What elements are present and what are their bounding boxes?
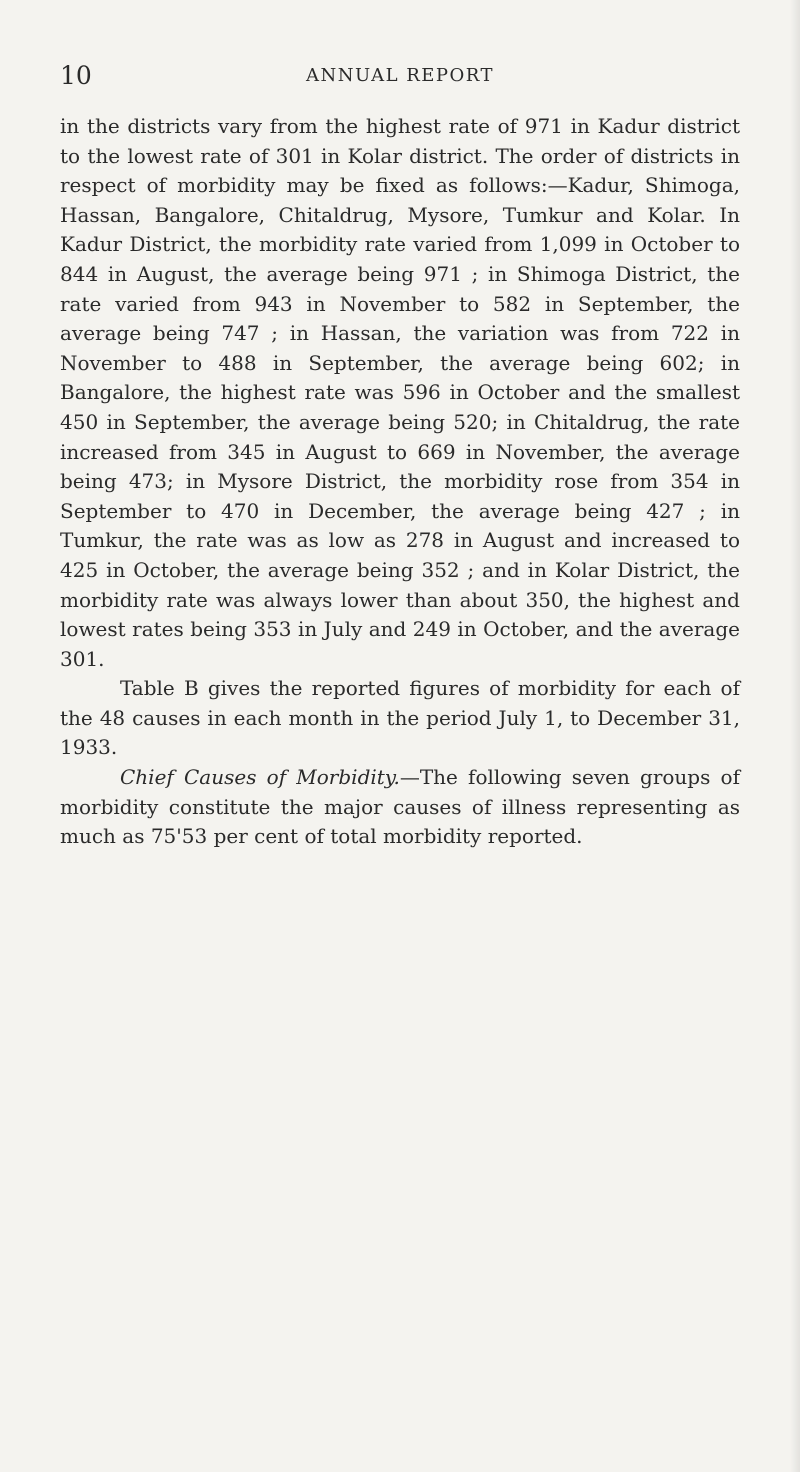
header-title: ANNUAL REPORT [305,65,495,86]
paragraph-district-rates: in the districts vary from the highest rate of 971 in Kadur district to the lowest rate of 301 in Kolar district. The order of districts in respect of morbidity may be fixed as follows:—Kadur, Shimoga, Hassan, Bangalore, Chitaldrug, Mysore, Tumkur and Kolar. In Kadur District, the morbidity rate varied from 1,099 in October to 844 in August, the average being 971 ; in Shimoga District, the rate varied from 943 in November to 582 in September, the average being 747 ; in Hassan, the variation was from 722 in November to 488 in September, the average being 602; in Bangalore, the highest rate was 596 in October and the smallest 450 in September, the average being 520; in Chitaldrug, the rate increased from 345 in August to 669 in November, the average being 473; in Mysore District, the morbidity rose from 354 in September to 470 in December, the average being 427 ; in Tumkur, the rate was as low as 278 in August and increased to 425 in October, the average being 352 ; and in Kolar District, the morbidity rate was always lower than about 350, the highest and lowest rates being 353 in July and 249 in October, and the average 301. [60,114,740,671]
paragraph-chief-causes [60,763,740,852]
page-number: 10 [60,61,92,90]
paragraph-table-b: Table B gives the reported figures of morbidity for each of the 48 causes in each month in the period July 1, to December 31, 1933. [60,676,740,760]
body-text [60,112,740,852]
running-header [60,60,740,92]
paragraph-chief-causes-text: —The following seven groups of morbidity constitute the major causes of illness representing as much as 75'53 per cent of total morbidity reported. [60,765,740,849]
page-edge-shadow [790,0,800,1472]
section-heading-chief-causes: Chief Causes of Morbidity. [120,765,400,790]
